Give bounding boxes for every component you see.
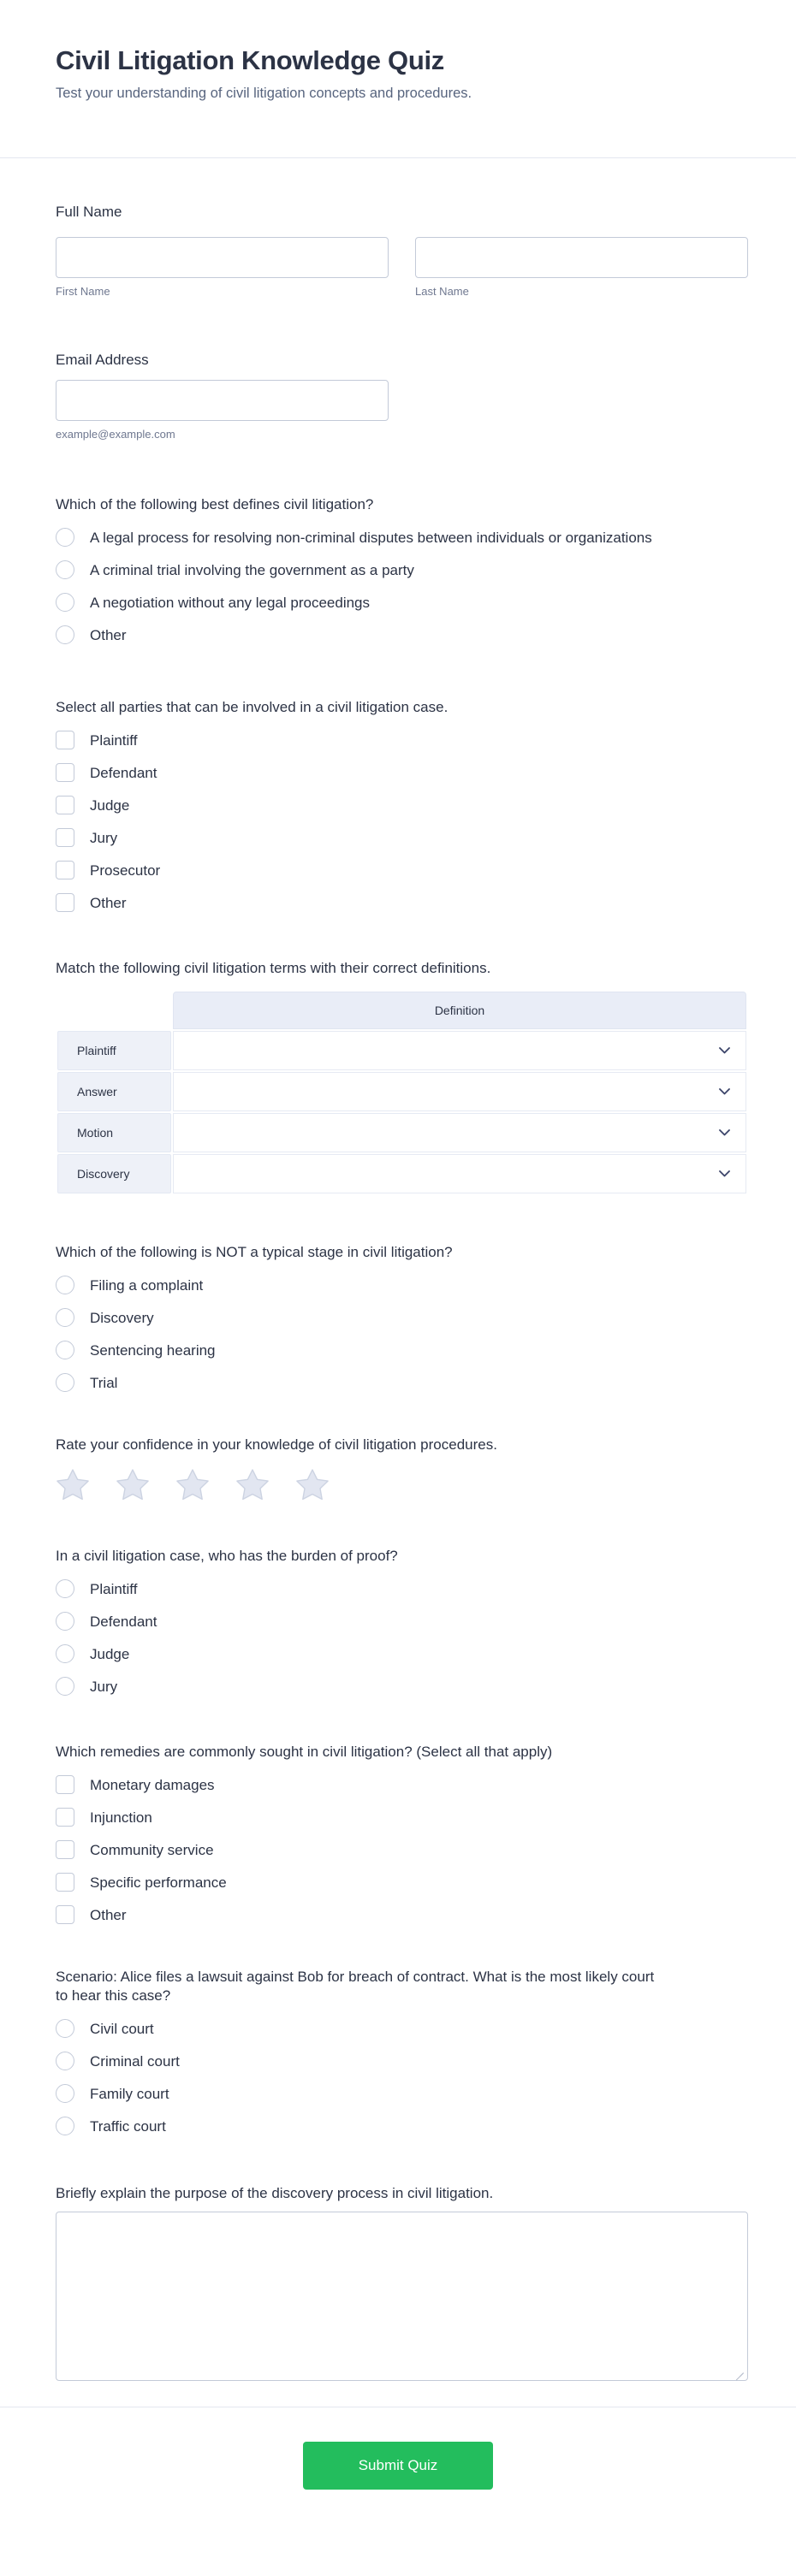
checkbox-option[interactable]: Specific performance bbox=[56, 1873, 748, 1892]
checkbox-icon[interactable] bbox=[56, 1808, 74, 1827]
checkbox-option[interactable]: Other bbox=[56, 1905, 748, 1925]
question-discovery-purpose bbox=[56, 2184, 748, 2381]
radio-option[interactable]: Other bbox=[56, 625, 748, 645]
email-label: Email Address bbox=[56, 352, 149, 368]
question-burden-of-proof bbox=[56, 1547, 748, 1697]
checkbox-icon[interactable] bbox=[56, 1873, 74, 1892]
checkbox-icon[interactable] bbox=[56, 861, 74, 879]
question-label: Match the following civil litigation terms with their correct definitions. bbox=[56, 960, 491, 976]
radio-icon[interactable] bbox=[56, 2019, 74, 2038]
radio-icon[interactable] bbox=[56, 2084, 74, 2103]
form-header bbox=[0, 0, 796, 103]
radio-option[interactable]: Trial bbox=[56, 1373, 748, 1393]
radio-icon[interactable] bbox=[56, 1612, 74, 1631]
radio-option[interactable]: Filing a complaint bbox=[56, 1276, 748, 1295]
question-label: Briefly explain the purpose of the discovery process in civil litigation. bbox=[56, 2185, 494, 2201]
star-icon bbox=[295, 1491, 330, 1504]
question-label: Rate your confidence in your knowledge of civil litigation procedures. bbox=[56, 1436, 497, 1453]
radio-option[interactable]: A legal process for resolving non-criminal disputes between individuals or organizations bbox=[56, 528, 748, 548]
question-label: In a civil litigation case, who has the burden of proof? bbox=[56, 1548, 398, 1564]
radio-option[interactable]: Traffic court bbox=[56, 2117, 748, 2136]
checkbox-option[interactable]: Prosecutor bbox=[56, 861, 748, 880]
radio-icon[interactable] bbox=[56, 1308, 74, 1327]
checkbox-icon[interactable] bbox=[56, 1840, 74, 1859]
radio-icon[interactable] bbox=[56, 1677, 74, 1696]
star-rating-4[interactable] bbox=[235, 1468, 270, 1502]
radio-icon[interactable] bbox=[56, 625, 74, 644]
star-rating bbox=[56, 1468, 748, 1502]
question-define-litigation bbox=[56, 495, 748, 645]
textarea-resize-handle[interactable] bbox=[734, 2366, 744, 2375]
matrix-dropdown-discovery[interactable] bbox=[173, 1154, 746, 1193]
header-divider bbox=[0, 157, 796, 158]
radio-option[interactable]: Sentencing hearing bbox=[56, 1341, 748, 1360]
checkbox-icon[interactable] bbox=[56, 893, 74, 912]
checkbox-icon[interactable] bbox=[56, 1905, 74, 1924]
checkbox-icon[interactable] bbox=[56, 1775, 74, 1794]
checkbox-option[interactable]: Injunction bbox=[56, 1808, 748, 1827]
chevron-down-icon bbox=[719, 1170, 730, 1177]
field-email bbox=[56, 351, 748, 441]
radio-option[interactable]: Defendant bbox=[56, 1612, 748, 1631]
star-icon bbox=[235, 1491, 270, 1504]
chevron-down-icon bbox=[719, 1129, 730, 1136]
first-name-input[interactable] bbox=[56, 237, 389, 278]
radio-icon[interactable] bbox=[56, 1579, 74, 1598]
question-label: Select all parties that can be involved in a civil litigation case. bbox=[56, 699, 448, 715]
star-rating-5[interactable] bbox=[295, 1468, 330, 1502]
chevron-down-icon bbox=[719, 1088, 730, 1095]
checkbox-icon[interactable] bbox=[56, 796, 74, 814]
matrix-dropdown-answer[interactable] bbox=[173, 1072, 746, 1111]
checkbox-option[interactable]: Plaintiff bbox=[56, 731, 748, 750]
radio-icon[interactable] bbox=[56, 1373, 74, 1392]
matrix-dropdown-plaintiff[interactable] bbox=[173, 1031, 746, 1070]
checkbox-icon[interactable] bbox=[56, 763, 74, 782]
checkbox-icon[interactable] bbox=[56, 731, 74, 749]
email-input[interactable] bbox=[56, 380, 389, 421]
question-not-typical-stage bbox=[56, 1243, 748, 1393]
question-remedies bbox=[56, 1743, 748, 1925]
checkbox-option[interactable]: Jury bbox=[56, 828, 748, 848]
matrix-row-label: Motion bbox=[57, 1113, 171, 1152]
star-icon bbox=[116, 1491, 150, 1504]
star-rating-1[interactable] bbox=[56, 1468, 90, 1502]
checkbox-option[interactable]: Judge bbox=[56, 796, 748, 815]
radio-icon[interactable] bbox=[56, 1341, 74, 1359]
matrix-row-label: Discovery bbox=[57, 1154, 171, 1193]
radio-option[interactable]: Criminal court bbox=[56, 2052, 748, 2071]
full-name-label: Full Name bbox=[56, 204, 122, 220]
form-subtitle: Test your understanding of civil litigation concepts and procedures. bbox=[56, 86, 472, 101]
matrix-row-label: Answer bbox=[57, 1072, 171, 1111]
question-label: Which of the following best defines civil litigation? bbox=[56, 496, 374, 512]
question-parties bbox=[56, 698, 748, 913]
star-icon bbox=[56, 1491, 90, 1504]
submit-area bbox=[0, 2407, 796, 2534]
radio-icon[interactable] bbox=[56, 560, 74, 579]
radio-option[interactable]: Jury bbox=[56, 1677, 748, 1697]
radio-icon[interactable] bbox=[56, 1276, 74, 1294]
email-sublabel: example@example.com bbox=[56, 428, 175, 441]
matrix-corner-cell bbox=[57, 992, 171, 1029]
star-rating-2[interactable] bbox=[116, 1468, 150, 1502]
radio-option[interactable]: A criminal trial involving the government as a party bbox=[56, 560, 748, 580]
radio-icon[interactable] bbox=[56, 2052, 74, 2070]
form-title: Civil Litigation Knowledge Quiz bbox=[56, 45, 444, 75]
checkbox-icon[interactable] bbox=[56, 828, 74, 847]
star-icon bbox=[175, 1491, 210, 1504]
star-rating-3[interactable] bbox=[175, 1468, 210, 1502]
radio-option[interactable]: A negotiation without any legal proceedings bbox=[56, 593, 748, 613]
submit-button[interactable]: Submit Quiz bbox=[303, 2442, 493, 2490]
radio-option[interactable]: Civil court bbox=[56, 2019, 748, 2039]
checkbox-option[interactable]: Monetary damages bbox=[56, 1775, 748, 1795]
checkbox-option[interactable]: Community service bbox=[56, 1840, 748, 1860]
question-label: Which remedies are commonly sought in civil litigation? (Select all that apply) bbox=[56, 1744, 553, 1760]
question-label: Which of the following is NOT a typical stage in civil litigation? bbox=[56, 1244, 453, 1260]
matrix-dropdown-motion[interactable] bbox=[173, 1113, 746, 1152]
first-name-group bbox=[56, 237, 389, 298]
question-match-terms bbox=[56, 959, 748, 1195]
radio-option[interactable]: Plaintiff bbox=[56, 1579, 748, 1599]
question-label: Scenario: Alice files a lawsuit against Bob for breach of contract. What is the most likely court to hear this case? bbox=[56, 1969, 655, 2004]
radio-icon[interactable] bbox=[56, 528, 74, 547]
field-full-name bbox=[56, 203, 748, 298]
first-name-sublabel: First Name bbox=[56, 285, 110, 298]
radio-icon[interactable] bbox=[56, 2117, 74, 2135]
matrix-table bbox=[56, 990, 748, 1195]
last-name-sublabel: Last Name bbox=[415, 285, 469, 298]
matrix-column-header: Definition bbox=[173, 992, 746, 1029]
radio-option[interactable]: Judge bbox=[56, 1644, 748, 1664]
last-name-input[interactable] bbox=[415, 237, 748, 278]
discovery-answer-textarea[interactable] bbox=[56, 2212, 748, 2381]
last-name-group bbox=[415, 237, 748, 298]
checkbox-option[interactable]: Other bbox=[56, 893, 748, 913]
radio-icon[interactable] bbox=[56, 593, 74, 612]
radio-option[interactable]: Discovery bbox=[56, 1308, 748, 1328]
question-confidence-rating bbox=[56, 1436, 748, 1502]
checkbox-option[interactable]: Defendant bbox=[56, 763, 748, 783]
chevron-down-icon bbox=[719, 1047, 730, 1054]
radio-option[interactable]: Family court bbox=[56, 2084, 748, 2104]
matrix-row-label: Plaintiff bbox=[57, 1031, 171, 1070]
question-scenario-court bbox=[56, 1968, 748, 2136]
radio-icon[interactable] bbox=[56, 1644, 74, 1663]
